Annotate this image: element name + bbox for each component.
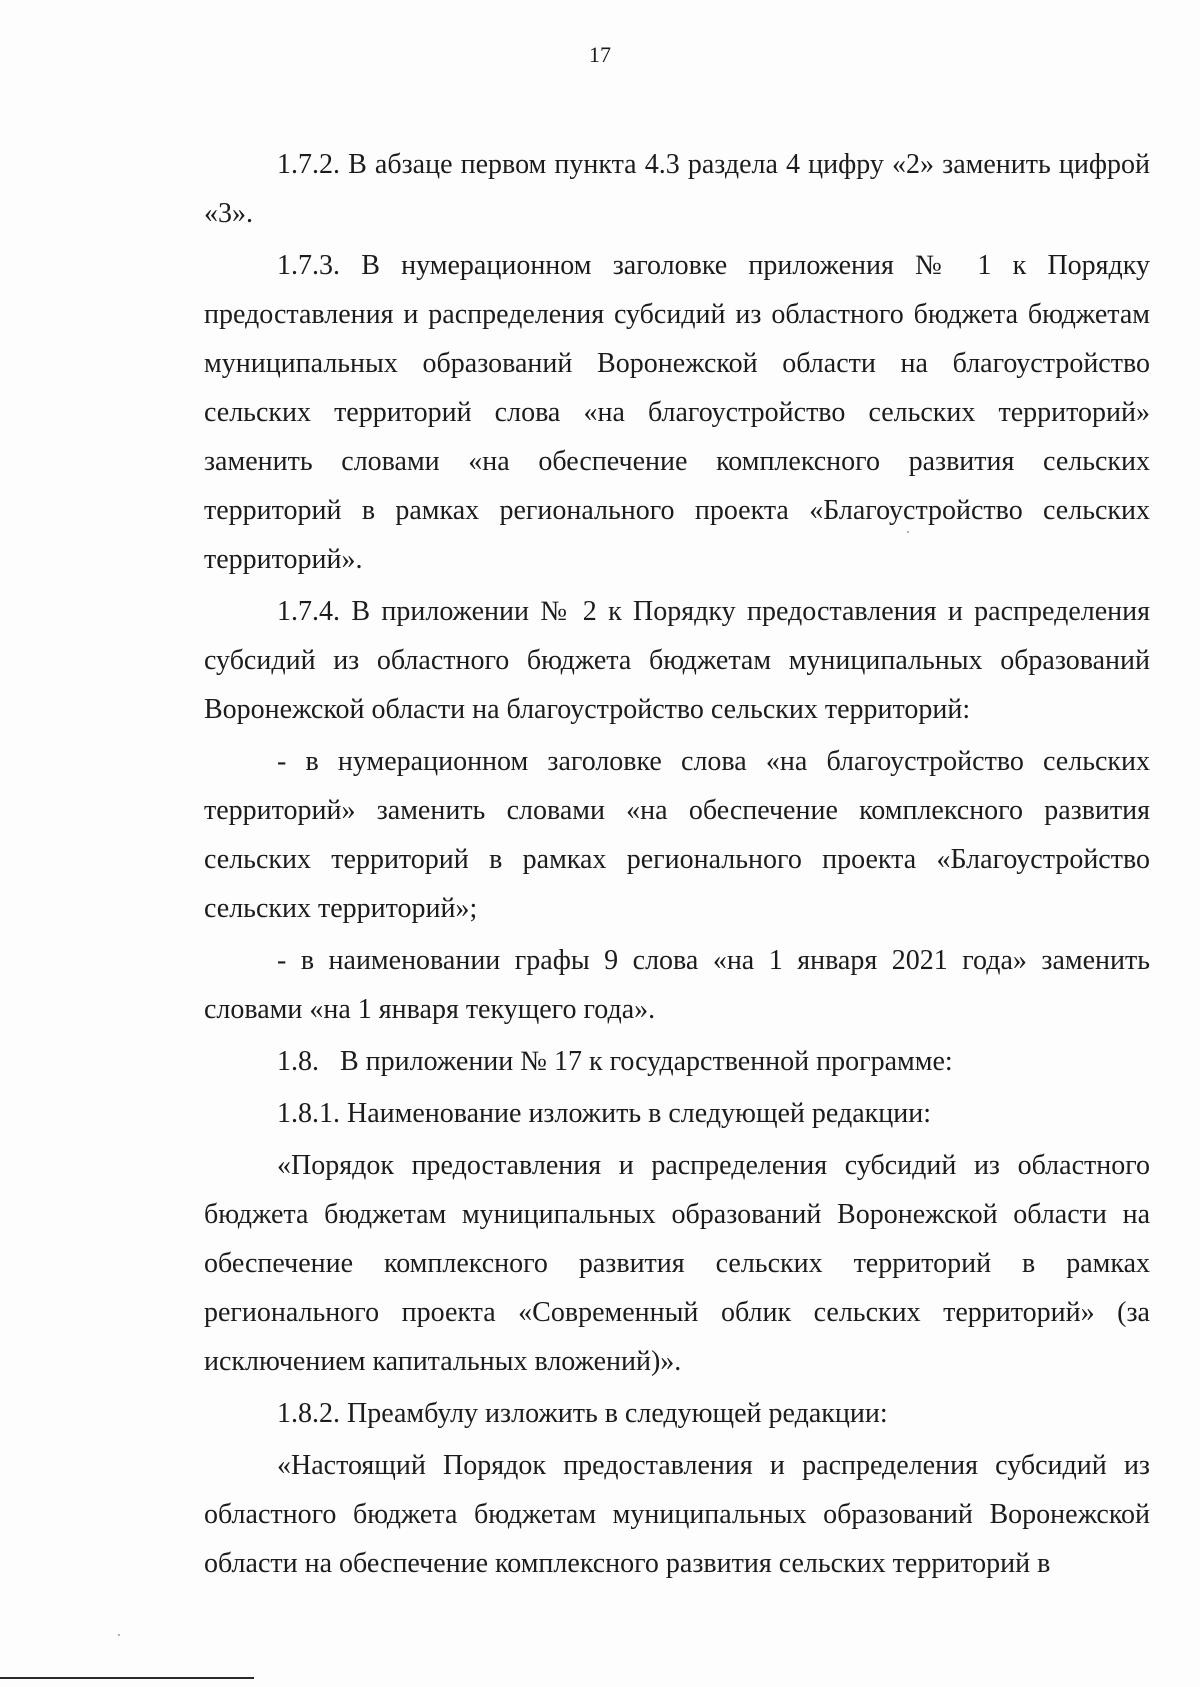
paragraph-1-8: 1.8. В приложении № 17 к государственной программе: — [277, 1046, 953, 1077]
paragraph-1-8-2: 1.8.2. Преамбулу изложить в следующей редакции: — [277, 1398, 888, 1429]
scan-speck — [118, 1634, 120, 1636]
bottom-rule-line — [0, 1677, 254, 1679]
paragraph-1-7-3: 1.7.3. В нумерационном заголовке приложения № 1 к Порядку предоставления и распределения субсидий из областного бюджета бюджетам муниципальных образований Воронежской области на благоустройство сельских территорий слова «на благоустройство сельских территорий» заменить словами «на обеспечение комплексного развития сельских территорий в рамках регионального проекта «Благоустройство сельских территорий». — [204, 250, 1150, 575]
paragraph-new-title: «Порядок предоставления и распределения субсидий из областного бюджета бюджетам муниципальных образований Воронежской области на обеспечение комплексного развития сельских территорий в рамках регионального проекта «Современный облик сельских территорий» (за исключением капитальных вложений)». — [204, 1150, 1150, 1377]
paragraph-1-8-1: 1.8.1. Наименование изложить в следующей редакции: — [277, 1098, 931, 1129]
paragraph-1-7-4: 1.7.4. В приложении № 2 к Порядку предоставления и распределения субсидий из областного бюджета бюджетам муниципальных образований Воронежской области на благоустройство сельских территорий: — [204, 596, 1150, 725]
page-number: 17 — [589, 42, 611, 67]
document-body — [204, 140, 1150, 1588]
paragraph-1-7-2: 1.7.2. В абзаце первом пункта 4.3 раздела 4 цифру «2» заменить цифрой «3». — [204, 149, 1150, 229]
scan-speck — [907, 531, 909, 533]
paragraph-numbering-heading-change: - в нумерационном заголовке слова «на благоустройство сельских территорий» заменить словами «на обеспечение комплексного развития сельских территорий в рамках регионального проекта «Благоустройство сельских территорий»; — [204, 746, 1150, 924]
paragraph-new-preamble: «Настоящий Порядок предоставления и распределения субсидий из областного бюджета бюджетам муниципальных образований Воронежской области на обеспечение комплексного развития сельских территорий в — [204, 1450, 1150, 1579]
paragraph-column-9-change: - в наименовании графы 9 слова «на 1 января 2021 года» заменить словами «на 1 января текущего года». — [204, 945, 1150, 1025]
